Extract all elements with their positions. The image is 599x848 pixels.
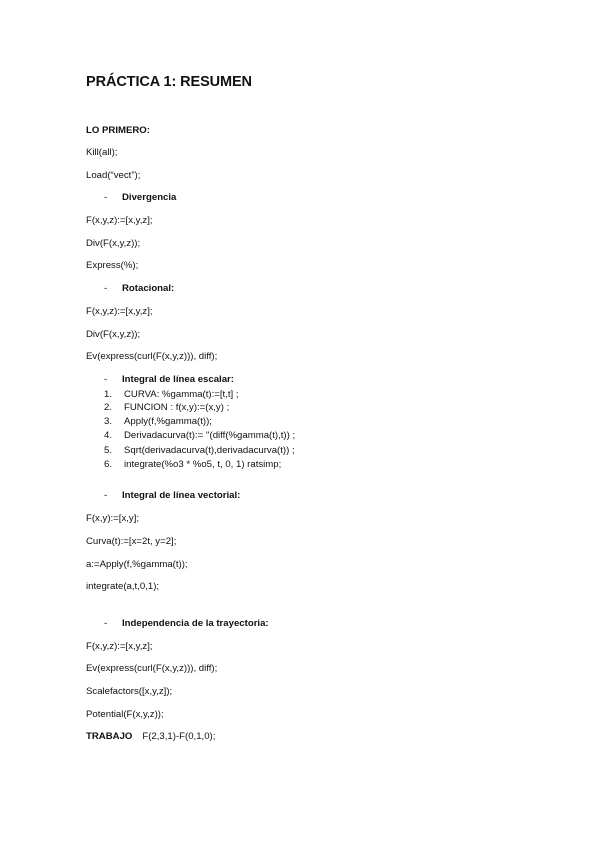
subsection-heading-rotacional: Rotacional: [122, 283, 175, 294]
list-item-number: 5. [104, 445, 113, 456]
bullet-dash: - [104, 374, 108, 385]
bullet-dash: - [104, 192, 108, 203]
code-line: Express(%); [86, 260, 139, 271]
code-line: integrate(a,t,0,1); [86, 581, 160, 592]
list-item-text: FUNCION : f(x,y):=(x,y) ; [124, 402, 230, 413]
list-item [104, 459, 281, 471]
section-heading-lo-primero: LO PRIMERO: [86, 125, 150, 136]
code-line: F(x,y,z):=[x,y,z]; [86, 306, 153, 317]
list-item [104, 389, 239, 401]
list-item-number: 4. [104, 430, 113, 441]
trabajo-line [86, 731, 215, 743]
code-line: Scalefactors([x,y,z]); [86, 686, 173, 697]
code-line: Potential(F(x,y,z)); [86, 709, 164, 720]
list-item-number: 6. [104, 459, 113, 470]
bullet-dash: - [104, 283, 108, 294]
code-line: Load(“vect”); [86, 170, 141, 181]
code-line: Kill(all); [86, 147, 118, 158]
trabajo-label: TRABAJO [86, 731, 133, 742]
code-line: Curva(t):=[x=2t, y=2]; [86, 536, 177, 547]
code-line: Div(F(x,y,z)); [86, 329, 141, 340]
code-line: F(x,y,z):=[x,y,z]; [86, 215, 153, 226]
list-item [104, 402, 229, 414]
list-item-text: integrate(%o3 * %o5, t, 0, 1) ratsimp; [124, 459, 282, 470]
subsection-heading-independencia: Independencia de la trayectoria: [122, 618, 269, 629]
code-line: F(x,y):=[x,y]; [86, 513, 140, 524]
bullet-dash: - [104, 618, 108, 629]
list-item [104, 445, 295, 457]
code-line: Ev(express(curl(F(x,y,z))), diff); [86, 351, 218, 362]
list-item-text: Apply(f,%gamma(t)); [124, 416, 212, 427]
page-title: PRÁCTICA 1: RESUMEN [86, 74, 252, 90]
bullet-dash: - [104, 490, 108, 501]
subsection-heading-divergencia: Divergencia [122, 192, 177, 203]
subsection-heading-integral-vectorial: Integral de línea vectorial: [122, 490, 241, 501]
code-line: Div(F(x,y,z)); [86, 238, 141, 249]
code-line: Ev(express(curl(F(x,y,z))), diff); [86, 663, 218, 674]
list-item-number: 2. [104, 402, 113, 413]
trabajo-text: F(2,3,1)-F(0,1,0); [142, 731, 216, 742]
list-item [104, 416, 212, 428]
list-item-number: 1. [104, 389, 113, 400]
list-item-text: Sqrt(derivadacurva(t),derivadacurva(t)) ; [124, 445, 295, 456]
subsection-heading-integral-escalar: Integral de línea escalar: [122, 374, 234, 385]
list-item-number: 3. [104, 416, 113, 427]
code-line: a:=Apply(f,%gamma(t)); [86, 559, 188, 570]
list-item-text: CURVA: %gamma(t):=[t,t] ; [124, 389, 239, 400]
code-line: F(x,y,z):=[x,y,z]; [86, 641, 153, 652]
list-item-text: Derivadacurva(t):= ''(diff(%gamma(t),t)) ; [124, 430, 296, 441]
list-item [104, 430, 295, 442]
